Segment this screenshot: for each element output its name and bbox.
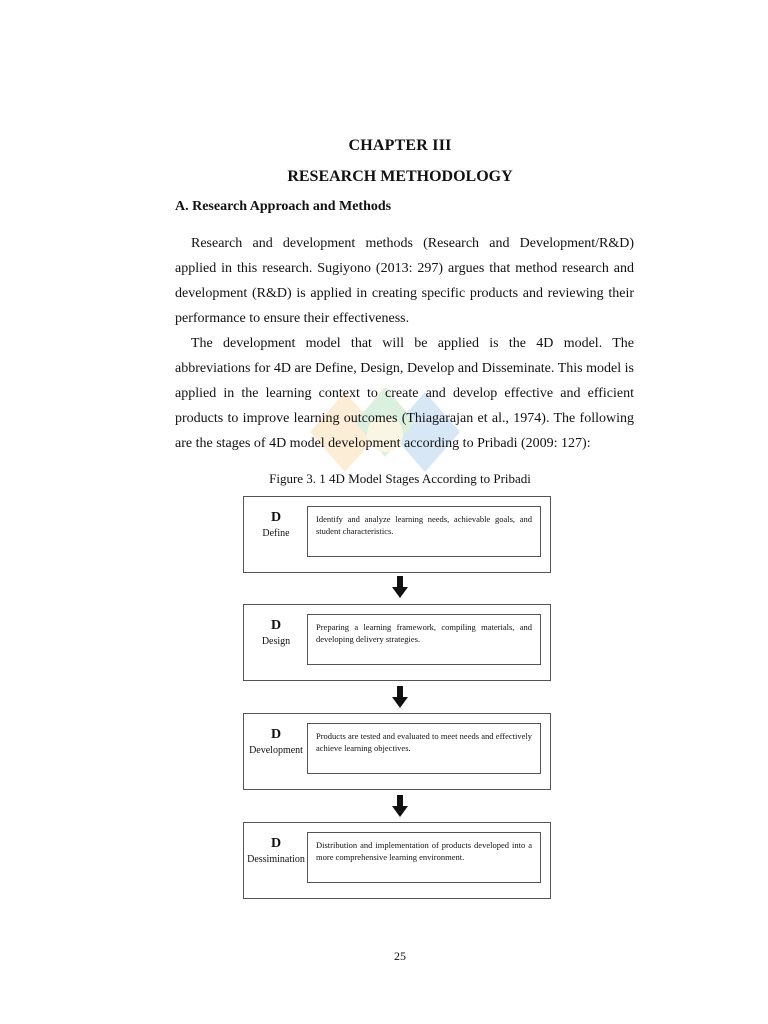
stage-description: Identify and analyze learning needs, achievable goals, and student characteristics.: [307, 506, 541, 557]
stage-description: Preparing a learning framework, compiling materials, and developing delivery strategies.: [307, 614, 541, 665]
stage-box-development: [243, 713, 551, 790]
paragraph: Research and development methods (Research and Development/R&D) applied in this research. Sugiyono (2013: 297) argues that method research and development (R&D) is applied in creating specific products and reviewing their performance to ensure their effectiveness.: [175, 236, 634, 326]
stage-name: Define: [262, 528, 290, 539]
stage-box-define: [243, 496, 551, 573]
stage-letter: D: [270, 510, 282, 525]
stage-letter: D: [270, 836, 282, 851]
page-number: 25: [394, 949, 406, 963]
down-arrow-icon: [392, 576, 408, 598]
chapter-title: CHAPTER III: [348, 137, 452, 154]
subsection-heading: A. Research Approach and Methods: [175, 199, 392, 214]
figure-caption: Figure 3. 1 4D Model Stages According to Pribadi: [269, 471, 531, 486]
stage-letter: D: [270, 618, 282, 633]
stage-description: Distribution and implementation of products developed into a more comprehensive learning environment.: [307, 832, 541, 883]
stage-name: Dessimination: [247, 854, 305, 865]
stage-description: Products are tested and evaluated to meet needs and effectively achieve learning objectives.: [307, 723, 541, 774]
stage-box-dissemination: [243, 822, 551, 899]
stage-name: Design: [261, 636, 291, 647]
paragraph: The development model that will be applied is the 4D model. The abbreviations for 4D are Define, Design, Develop and Disseminate. This model is applied in the learning context to create and develop effective and efficient products to improve learning outcomes (Thiagarajan et al., 1974). The following are the stages of 4D model development according to Pribadi (2009: 127):: [175, 336, 634, 451]
down-arrow-icon: [392, 686, 408, 708]
stage-letter: D: [270, 727, 282, 742]
stage-box-design: [243, 604, 551, 681]
section-title: RESEARCH METHODOLOGY: [287, 168, 513, 185]
stage-name: Development: [249, 745, 303, 756]
down-arrow-icon: [392, 795, 408, 817]
